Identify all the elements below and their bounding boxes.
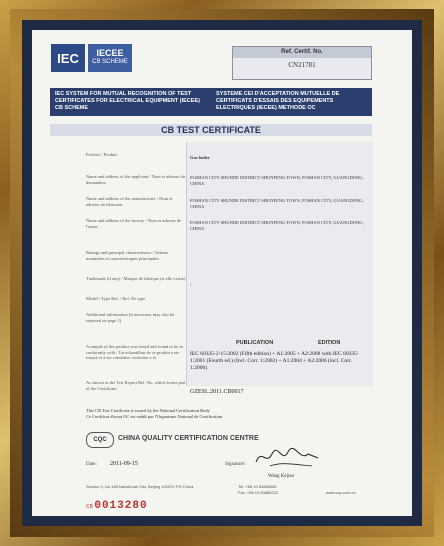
ref-label: Ref. Certif. No. — [233, 47, 371, 58]
field-label: Model / Type Ref. / Ref. De type — [86, 296, 146, 301]
cb-scheme-text: CB SCHEME — [92, 59, 128, 65]
field-value: / — [190, 282, 192, 287]
field-label: Product / Produit — [86, 152, 117, 157]
system-title-fr: SYSTEME CEI D'ACCEPTATION MUTUELLE DE CERTIFICATS D'ESSAIS DES EQUIPEMENTS ELECTRIQUES (IECEE) METHODE OC — [216, 91, 340, 111]
field-value: Gas boiler — [190, 155, 210, 160]
footer-web: www.cqc.com.cn — [326, 490, 356, 495]
issued-by-fr: Ce Certificat d'essai OC est etabli par l'Organisme National de Certification — [86, 414, 223, 419]
signature-label: Signature: — [225, 462, 246, 467]
field-label: A sample of the product was tested and found to be in conformity with / Un echantillon de ce produit a ete essaye et a ete considere conforme a la — [86, 344, 183, 360]
iecee-logo — [88, 44, 132, 72]
field-value: FOSHAN CITY SHUNDE DISTRICT SHUNFENG TOWN, FOSHAN CITY, GUANGDONG, CHINA — [190, 220, 364, 231]
edition-label: EDITION — [318, 340, 341, 346]
issued-by — [86, 408, 366, 420]
system-header — [50, 88, 372, 116]
field-label: Trademark (if any) / Marque de fabrique (si elle existe) — [86, 276, 186, 281]
system-title-en: IEC SYSTEM FOR MUTUAL RECOGNITION OF TEST CERTIFICATES FOR ELECTRICAL EQUIPMENT (IECEE) CB SCHEME — [55, 91, 200, 111]
cqc-logo: CQC — [86, 432, 114, 448]
issued-by-en: This CB Test Certificate is issued by the National Certification Body — [86, 408, 210, 413]
footer-fax: Fax: +86 10 83886222 — [238, 490, 279, 495]
serial-value: 0013280 — [94, 500, 148, 512]
date-label: Date: — [86, 462, 97, 467]
signatory-name: Wang Kejiao — [268, 474, 295, 479]
date-value: 2011-09-15 — [110, 461, 138, 467]
standards-text: IEC 60335-2-15:2002 (Fifth edition) + A1:2005 + A2:2008 with IEC 60335-1:2001 (Fourth ed.) (Incl. Corr. 1:2002) + A1:2004 + A2:2006 (incl. Corr. 1:2006) — [190, 351, 359, 371]
field-value: FOSHAN CITY SHUNDE DISTRICT SHUNFENG TOWN, FOSHAN CITY, GUANGDONG, CHINA — [190, 198, 364, 209]
ref-certificate-box — [232, 46, 372, 80]
footer-address: Section 9, No.188 Nansihuan Xilu, Beijing 100070 P.R.China — [86, 484, 194, 489]
field-label: Ratings and principal characteristics / Valeurs nominales et caracteristiques principales — [86, 250, 169, 261]
test-report-number: GZESL.2011.CB0017 — [190, 389, 244, 395]
field-label: Name and address of the manufacturer / Nom et adresse du fabricant — [86, 196, 173, 207]
ref-value: CN21781 — [288, 61, 316, 69]
publication-label: PUBLICATION — [236, 340, 274, 346]
serial-number — [86, 500, 148, 512]
field-label: Additional information (if necessary may also be reported on page 2) — [86, 312, 175, 323]
field-label: Name and address of the applicant / Nom et adresse du demandeur — [86, 174, 185, 185]
field-value: FOSHAN CITY SHUNDE DISTRICT SHUNFENG TOWN, FOSHAN CITY, GUANGDONG, CHINA — [190, 175, 364, 186]
field-label: Name and address of the factory / Nom et adresse de l'usine — [86, 218, 181, 229]
signature-image — [252, 444, 322, 470]
certificate-title: CB TEST CERTIFICATE — [50, 124, 372, 136]
issuer-name: CHINA QUALITY CERTIFICATION CENTRE — [118, 435, 259, 442]
field-label: As shown in the Test Report Ref. No. which forms part of the Certificate — [86, 380, 186, 391]
serial-prefix: CB — [86, 504, 93, 510]
iecee-logo-text: IECEE — [96, 48, 124, 58]
footer-tel: Tel: +86 10 83886666 — [238, 484, 277, 489]
iec-logo: IEC — [51, 44, 85, 72]
